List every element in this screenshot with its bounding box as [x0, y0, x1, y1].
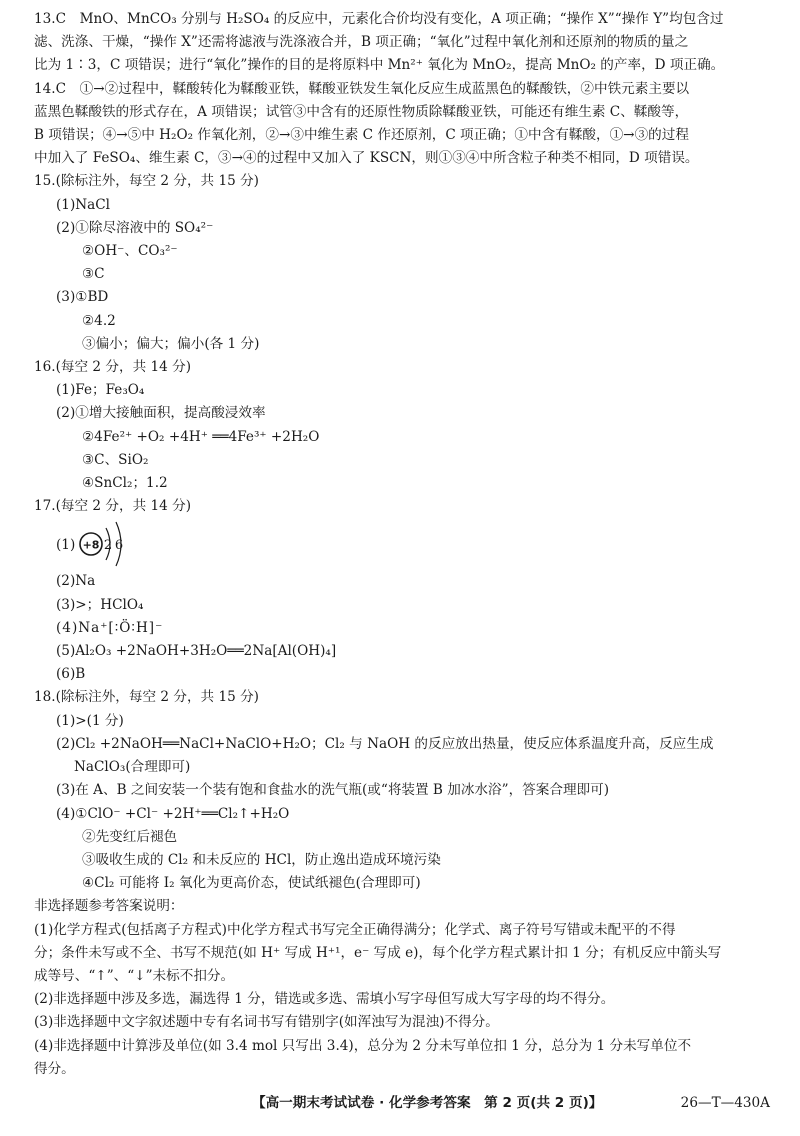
- q18-part3: (3)在 A、B 之间安装一个装有饱和食盐水的洗气瓶(或“将装置 B 加冰水浴”，答案合理即可): [56, 782, 610, 799]
- q16-part2b: ②4Fe²⁺ +O₂ +4H⁺ ══4Fe³⁺ +2H₂O: [82, 428, 320, 445]
- q15-part2c: ③C: [82, 266, 105, 283]
- scoring-notes: [34, 895, 774, 1081]
- q18-part4b: ②先变红后褪色: [82, 828, 178, 845]
- question-18: [34, 686, 774, 895]
- q15-part3a: (3)①BD: [56, 289, 109, 306]
- q18-header: 18.(除标注外，每空 2 分，共 15 分): [34, 689, 259, 706]
- q17-part5: (5)Al₂O₃ +2NaOH+3H₂O══2Na[Al(OH)₄]: [56, 643, 337, 660]
- q13-line: 13.C MnO、MnCO₃ 分别与 H₂SO₄ 的反应中，元素化合价均没有变化，A 项正确；“操作 X”“操作 Y”均包含过: [34, 11, 724, 27]
- question-13: [34, 8, 774, 78]
- q17-part2: (2)Na: [56, 573, 96, 590]
- note-3: (3)非选择题中文字叙述题中专有名词书写有错别字(如浑浊写为混浊)不得分。: [34, 1014, 499, 1031]
- q16-part1: (1)Fe；Fe₃O₄: [56, 382, 145, 399]
- note-1-line: 成等号、“↑”、“↓”未标不扣分。: [34, 967, 235, 984]
- q16-part2d: ④SnCl₂；1.2: [82, 475, 168, 492]
- q17-part1-label: (1): [56, 537, 76, 554]
- q16-header: 16.(每空 2 分，共 14 分): [34, 359, 192, 376]
- q18-part2b: NaClO₃(合理即可): [74, 759, 191, 776]
- note-1-line: 分；条件未写或不全、书写不规范(如 H⁺ 写成 H⁺¹，e⁻ 写成 e)，每个化学方程式累计扣 1 分；有机反应中箭头写: [34, 944, 722, 961]
- q16-part2c: ③C、SiO₂: [82, 451, 149, 468]
- nucleus-charge: +8: [82, 538, 100, 552]
- shell-1-electrons: 2: [103, 538, 113, 554]
- q13-line: 滤、洗涤、干燥，“操作 X”还需将滤液与洗涤液合并，B 项正确；“氧化”过程中氧化剂和还原剂的物质的量之: [34, 34, 689, 51]
- q14-line: B 项错误；④→⑤中 H₂O₂ 作氧化剂，②→③中维生素 C 作还原剂，C 项正确；①中含有鞣酸，①→③的过程: [34, 127, 689, 144]
- note-4-line: (4)非选择题中计算涉及单位(如 3.4 mol 只写出 3.4)，总分为 2 分未写单位扣 1 分，总分为 1 分未写单位不: [34, 1037, 692, 1054]
- question-17: [34, 495, 774, 686]
- q17-part6: (6)B: [56, 666, 86, 683]
- q18-part4d: ④Cl₂ 可能将 I₂ 氧化为更高价态，使试纸褪色(合理即可): [82, 875, 421, 892]
- question-14: [34, 78, 774, 171]
- note-4-line: 得分。: [34, 1060, 75, 1077]
- q18-part2a: (2)Cl₂ +2NaOH══NaCl+NaClO+H₂O；Cl₂ 与 NaOH 的反应放出热量，使反应体系温度升高，反应生成: [56, 735, 714, 752]
- q15-part1: (1)NaCl: [56, 196, 111, 213]
- note-2: (2)非选择题中涉及多选，漏选得 1 分，错选或多选、需填小写字母但写成大写字母的均不得分。: [34, 991, 615, 1008]
- q18-part4a: (4)①ClO⁻ +Cl⁻ +2H⁺══Cl₂↑+H₂O: [56, 805, 290, 822]
- q14-line: 蓝黑色鞣酸铁的形式存在，A 项错误；试管③中含有的还原性物质除鞣酸亚铁，可能还有维生素 C、鞣酸等，: [34, 103, 689, 120]
- q15-part2b: ②OH⁻、CO₃²⁻: [82, 243, 178, 260]
- q14-line: 14.C ①→②过程中，鞣酸转化为鞣酸亚铁，鞣酸亚铁发生氧化反应生成蓝黑色的鞣酸铁，②中铁元素主要以: [34, 80, 690, 97]
- question-15: [34, 170, 774, 356]
- page-footer: [0, 1092, 800, 1116]
- q18-part1: (1)>(1 分): [56, 712, 124, 729]
- q17-part3: (3)>；HClO₄: [56, 596, 144, 613]
- q13-line: 比为 1∶3，C 项错误；进行“氧化”操作的目的是将原料中 Mn²⁺ 氧化为 MnO₂，提高 MnO₂ 的产率，D 项正确。: [34, 57, 725, 74]
- q17-header: 17.(每空 2 分，共 14 分): [34, 498, 192, 515]
- shell-2-electrons: 6: [114, 538, 124, 554]
- note-1-line: (1)化学方程式(包括离子方程式)中化学方程式书写完全正确得满分；化学式、离子符号写错或未配平的不得: [34, 921, 676, 938]
- q15-header: 15.(除标注外，每空 2 分，共 15 分): [34, 173, 259, 190]
- q15-part3b: ②4.2: [82, 312, 116, 329]
- oxygen-atom-structure: [56, 518, 166, 570]
- q18-part4c: ③吸收生成的 Cl₂ 和未反应的 HCl，防止逸出造成环境污染: [82, 851, 441, 868]
- question-16: [34, 356, 774, 495]
- q15-part3c: ③偏小；偏大；偏小(各 1 分): [82, 335, 260, 352]
- atom-structure-diagram: [34, 518, 774, 570]
- q17-part4: (4)Na⁺[∶Ö∶H]⁻: [56, 619, 164, 636]
- notes-title: 非选择题参考答案说明：: [34, 898, 184, 915]
- q16-part2a: (2)①增大接触面积，提高酸浸效率: [56, 405, 266, 422]
- footer-code: 26—T—430A: [680, 1095, 770, 1111]
- footer-title: 【高一期末考试试卷 · 化学参考答案 第 2 页(共 2 页)】: [252, 1095, 603, 1111]
- q15-part2a: (2)①除尽溶液中的 SO₄²⁻: [56, 219, 214, 236]
- q14-line: 中加入了 FeSO₄、维生素 C，③→④的过程中又加入了 KSCN，则①③④中所含粒子种类不相同，D 项错误。: [34, 150, 699, 167]
